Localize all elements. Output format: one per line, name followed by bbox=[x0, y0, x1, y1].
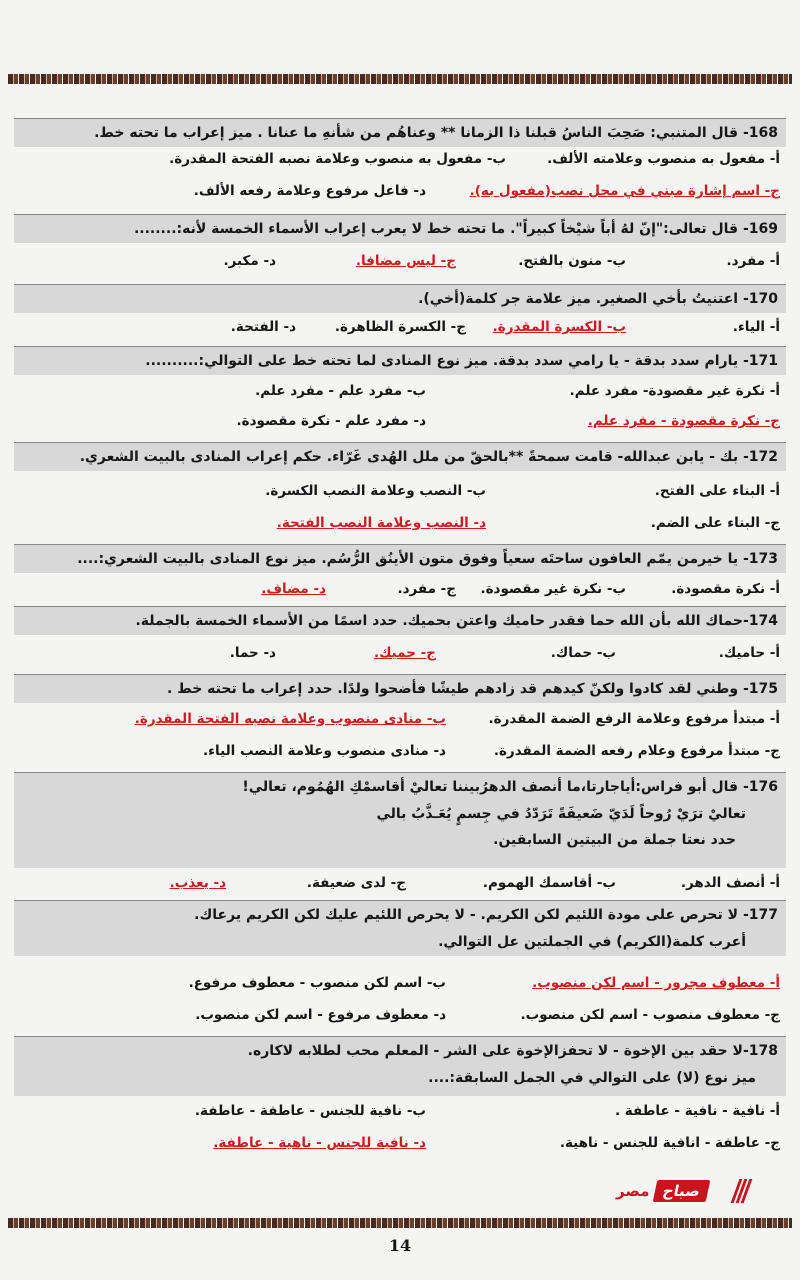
option-c[interactable]: ج- الكسرة الظاهرة. bbox=[334, 319, 466, 335]
top-border bbox=[8, 74, 792, 84]
option-c-correct[interactable]: ج- اسم إشارة مبني في محل نصب(مفعول به). bbox=[469, 183, 780, 199]
brand-stripes-icon bbox=[734, 1176, 748, 1206]
question-header: 171- يارام سدد بدقة - يا رامي سدد بدقة. ميز نوع المنادى لما تحته خط على التوالي:.......... bbox=[14, 346, 786, 375]
question-header: 169- قال تعالى:"إنّ لهُ أباً شيْخاً كبيراً". ما تحته خط لا يعرب إعراب الأسماء الخمسة لأنه:........ bbox=[14, 214, 786, 243]
question-page bbox=[14, 90, 786, 1212]
poem-verse: تعاليْ ترَيْ رُوحاً لَدَيّ ضَعيفَةً تَرَدّدُ في جِسمٍ يُعَـذَّبُ بالي bbox=[376, 806, 746, 822]
option-c[interactable]: ج- مبتدأ مرفوع وعلام رفعه الضمة المقدرة. bbox=[493, 743, 780, 759]
option-b[interactable]: ب- نافية للجنس - عاطفة - عاطفة. bbox=[194, 1103, 426, 1119]
page-number: 14 bbox=[388, 1236, 412, 1255]
option-c[interactable]: ج- مفرد. bbox=[397, 581, 456, 597]
option-b[interactable]: ب- أقاسمك الهموم. bbox=[482, 875, 616, 891]
option-a[interactable]: أ- مفعول به منصوب وعلامته الألف. bbox=[547, 151, 780, 167]
question-175 bbox=[14, 674, 786, 703]
option-b-correct[interactable]: ب- الكسرة المقدرة. bbox=[492, 319, 626, 335]
option-c[interactable]: ج- البناء على الضم. bbox=[650, 515, 780, 531]
question-178 bbox=[14, 1036, 786, 1096]
question-instruction: أعرب كلمة(الكريم) في الجملتين عل التوالي. bbox=[438, 934, 746, 950]
option-d[interactable]: د- معطوف مرفوع - اسم لكن منصوب. bbox=[195, 1007, 446, 1023]
brand-logo bbox=[616, 1176, 748, 1206]
option-c[interactable]: ج- عاطفة - انافية للجنس - ناهية. bbox=[559, 1135, 780, 1151]
option-d-correct[interactable]: د- يعذب. bbox=[169, 875, 226, 891]
question-header: 172- بك - يابن عبدالله- قامت سمحةً **بالحقّ من ملل الهُدى غَرّاء. حكم إعراب المنادى بالبيت الشعري. bbox=[14, 442, 786, 471]
option-b[interactable]: ب- اسم لكن منصوب - معطوف مرفوع. bbox=[188, 975, 446, 991]
option-c-correct[interactable]: ج- حميك. bbox=[373, 645, 436, 661]
option-b[interactable]: ب- منون بالفتح. bbox=[518, 253, 626, 269]
option-d[interactable]: د- منادى منصوب وعلامة النصب الياء. bbox=[203, 743, 446, 759]
option-b[interactable]: ب- النصب وعلامة النصب الكسرة. bbox=[265, 483, 486, 499]
option-d[interactable]: د- فاعل مرفوع وعلامة رفعه الألف. bbox=[193, 183, 426, 199]
option-a[interactable]: أ- البناء على الفتح. bbox=[654, 483, 780, 499]
option-d[interactable]: د- مكبر. bbox=[223, 253, 276, 269]
option-d[interactable]: د- حما. bbox=[229, 645, 276, 661]
question-header: 168- قال المتنبي: صَحِبَ الناسُ قبلنا ذا الزمانا ** وعناهُم من شأنهِ ما عنانا . ميز إعراب ما تحته خط. bbox=[14, 118, 786, 147]
option-b[interactable]: ب- مفعول به منصوب وعلامة نصبه الفتحة المقدرة. bbox=[169, 151, 506, 167]
option-a[interactable]: أ- مفرد. bbox=[726, 253, 780, 269]
bottom-border bbox=[8, 1218, 792, 1228]
brand-text: مصر bbox=[616, 1182, 650, 1200]
option-d-correct[interactable]: د- مضاف. bbox=[261, 581, 326, 597]
question-instruction: حدد نعتا جملة من البيتين السابقين. bbox=[493, 832, 736, 848]
option-d[interactable]: د- الفتحة. bbox=[230, 319, 296, 335]
option-b-correct[interactable]: ب- منادى منصوب وعلامة نصبه الفتحة المقدرة. bbox=[134, 711, 446, 727]
option-a[interactable]: أ- نكرة مقصودة. bbox=[671, 581, 780, 597]
question-174 bbox=[14, 606, 786, 635]
option-c[interactable]: ج- معطوف منصوب - اسم لكن منصوب. bbox=[520, 1007, 780, 1023]
question-header: 178-لا حقد بين الإخوة - لا تحفزالإخوة على الشر - المعلم محب لطلابه لاكاره. bbox=[14, 1037, 786, 1065]
option-a-correct[interactable]: أ- معطوف مجرور - اسم لكن منصوب. bbox=[532, 975, 780, 991]
question-170 bbox=[14, 284, 786, 313]
brand-box: صباح bbox=[653, 1180, 711, 1202]
question-169 bbox=[14, 214, 786, 243]
question-instruction: ميز نوع (لا) على التوالي في الجمل السابقة:.... bbox=[428, 1070, 756, 1086]
question-173 bbox=[14, 544, 786, 573]
option-a[interactable]: أ- أنصف الدهر. bbox=[680, 875, 780, 891]
option-a[interactable]: أ- نكرة غير مقصودة- مفرد علم. bbox=[569, 383, 780, 399]
question-168 bbox=[14, 118, 786, 147]
question-177 bbox=[14, 900, 786, 956]
question-header: 177- لا تحرص على مودة اللئيم لكن الكريم. - لا يحرص اللئيم عليك لكن الكريم يرعاك. bbox=[14, 901, 786, 929]
question-172 bbox=[14, 442, 786, 471]
option-b[interactable]: ب- نكرة غير مقصودة. bbox=[480, 581, 626, 597]
question-176 bbox=[14, 772, 786, 868]
option-a[interactable]: أ- حاميك. bbox=[718, 645, 780, 661]
question-header: 176- قال أبو فراس:أياجارتا،ما أنصف الدهرُبيننا تعاليْ أقاسمْكِ الهُمُوم، تعالي! bbox=[14, 773, 786, 801]
option-d-correct[interactable]: د- النصب وعلامة النصب الفتحة. bbox=[276, 515, 486, 531]
option-c-correct[interactable]: ج- ليس مضافا. bbox=[355, 253, 456, 269]
option-d[interactable]: د- مفرد علم - نكرة مقصودة. bbox=[236, 413, 426, 429]
question-header: 174-حماك الله بأن الله حما فقدر حاميك واعتن بحميك. حدد اسمًا من الأسماء الخمسة بالجملة. bbox=[14, 606, 786, 635]
question-header: 175- وطني لقد كادوا ولكنّ كيدهم قد زادهم طيشًا فأضحوا ولدًا. حدد إعراب ما تحته خط . bbox=[14, 674, 786, 703]
option-c[interactable]: ج- لدى ضعيفة. bbox=[306, 875, 406, 891]
option-c-correct[interactable]: ج- نكرة مقصودة - مفرد علم. bbox=[587, 413, 780, 429]
question-header: 173- يا خيرمن يمّم العافون ساحتَه سعياً وفوق متون الأينُق الرُّسُم. ميز نوع المنادى بالبيت الشعري:.... bbox=[14, 544, 786, 573]
option-b[interactable]: ب- مفرد علم - مفرد علم. bbox=[255, 383, 426, 399]
option-b[interactable]: ب- حماك. bbox=[550, 645, 616, 661]
question-header: 170- اعتنيتُ بأخي الصغير. ميز علامة جر كلمة(أخي). bbox=[14, 284, 786, 313]
question-171 bbox=[14, 346, 786, 375]
option-d-correct[interactable]: د- نافية للجنس - ناهية - عاطفة. bbox=[213, 1135, 426, 1151]
option-a[interactable]: أ- نافية - نافية - عاطفة . bbox=[614, 1103, 780, 1119]
option-a[interactable]: أ- الياء. bbox=[732, 319, 780, 335]
option-a[interactable]: أ- مبتدأ مرفوع وعلامة الرفع الضمة المقدرة. bbox=[488, 711, 780, 727]
